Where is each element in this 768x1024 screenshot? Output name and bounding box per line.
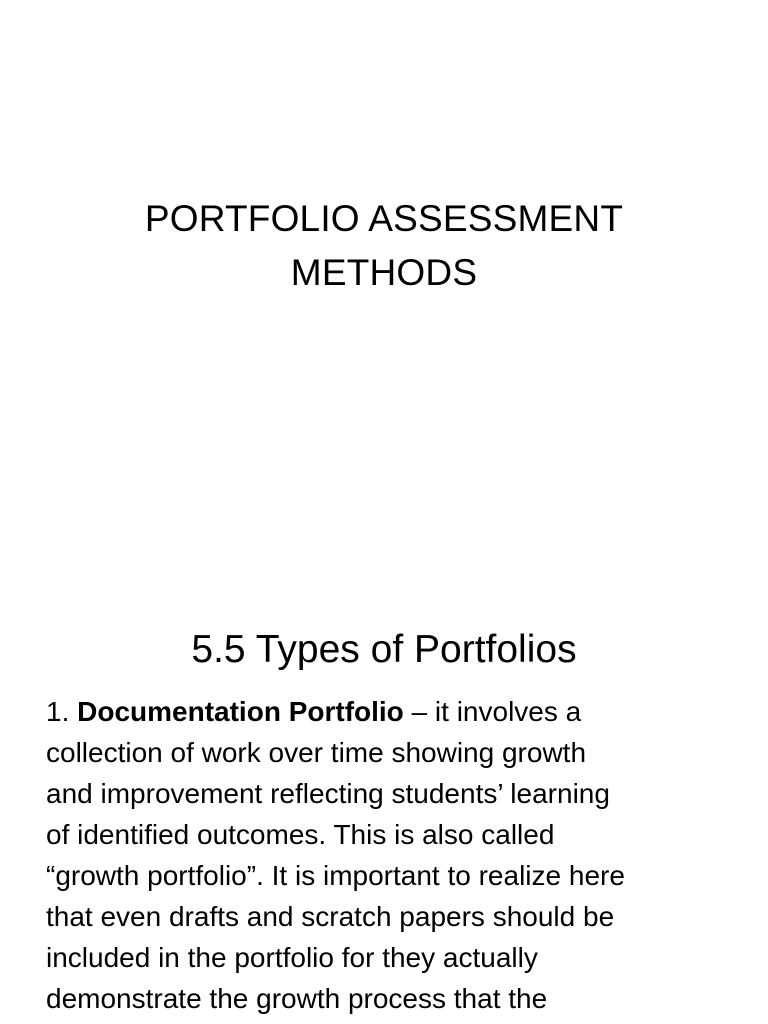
item-number: 1. xyxy=(46,696,78,727)
body-line: of identified outcomes. This is also called xyxy=(46,819,555,850)
section-heading: 5.5 Types of Portfolios xyxy=(191,628,577,671)
body-line: included in the portfolio for they actually xyxy=(46,942,538,973)
title-line-2: METHODS xyxy=(290,252,478,293)
body-line: demonstrate the growth process that the xyxy=(46,983,548,1014)
body-line: “growth portfolio”. It is important to realize here xyxy=(46,860,625,891)
content-slide xyxy=(0,576,768,1024)
title-line-1: PORTFOLIO ASSESSMENT xyxy=(144,198,624,239)
portfolio-type-term: Documentation Portfolio xyxy=(77,696,404,727)
body-line: and improvement reflecting students’ learning xyxy=(46,778,610,809)
body-line: collection of work over time showing growth xyxy=(46,737,587,768)
definition-start: – it involves a xyxy=(403,696,582,727)
body-line: that even drafts and scratch papers should be xyxy=(46,901,615,932)
body-paragraph xyxy=(46,691,736,1019)
page-title xyxy=(60,192,708,300)
first-line xyxy=(46,691,736,732)
